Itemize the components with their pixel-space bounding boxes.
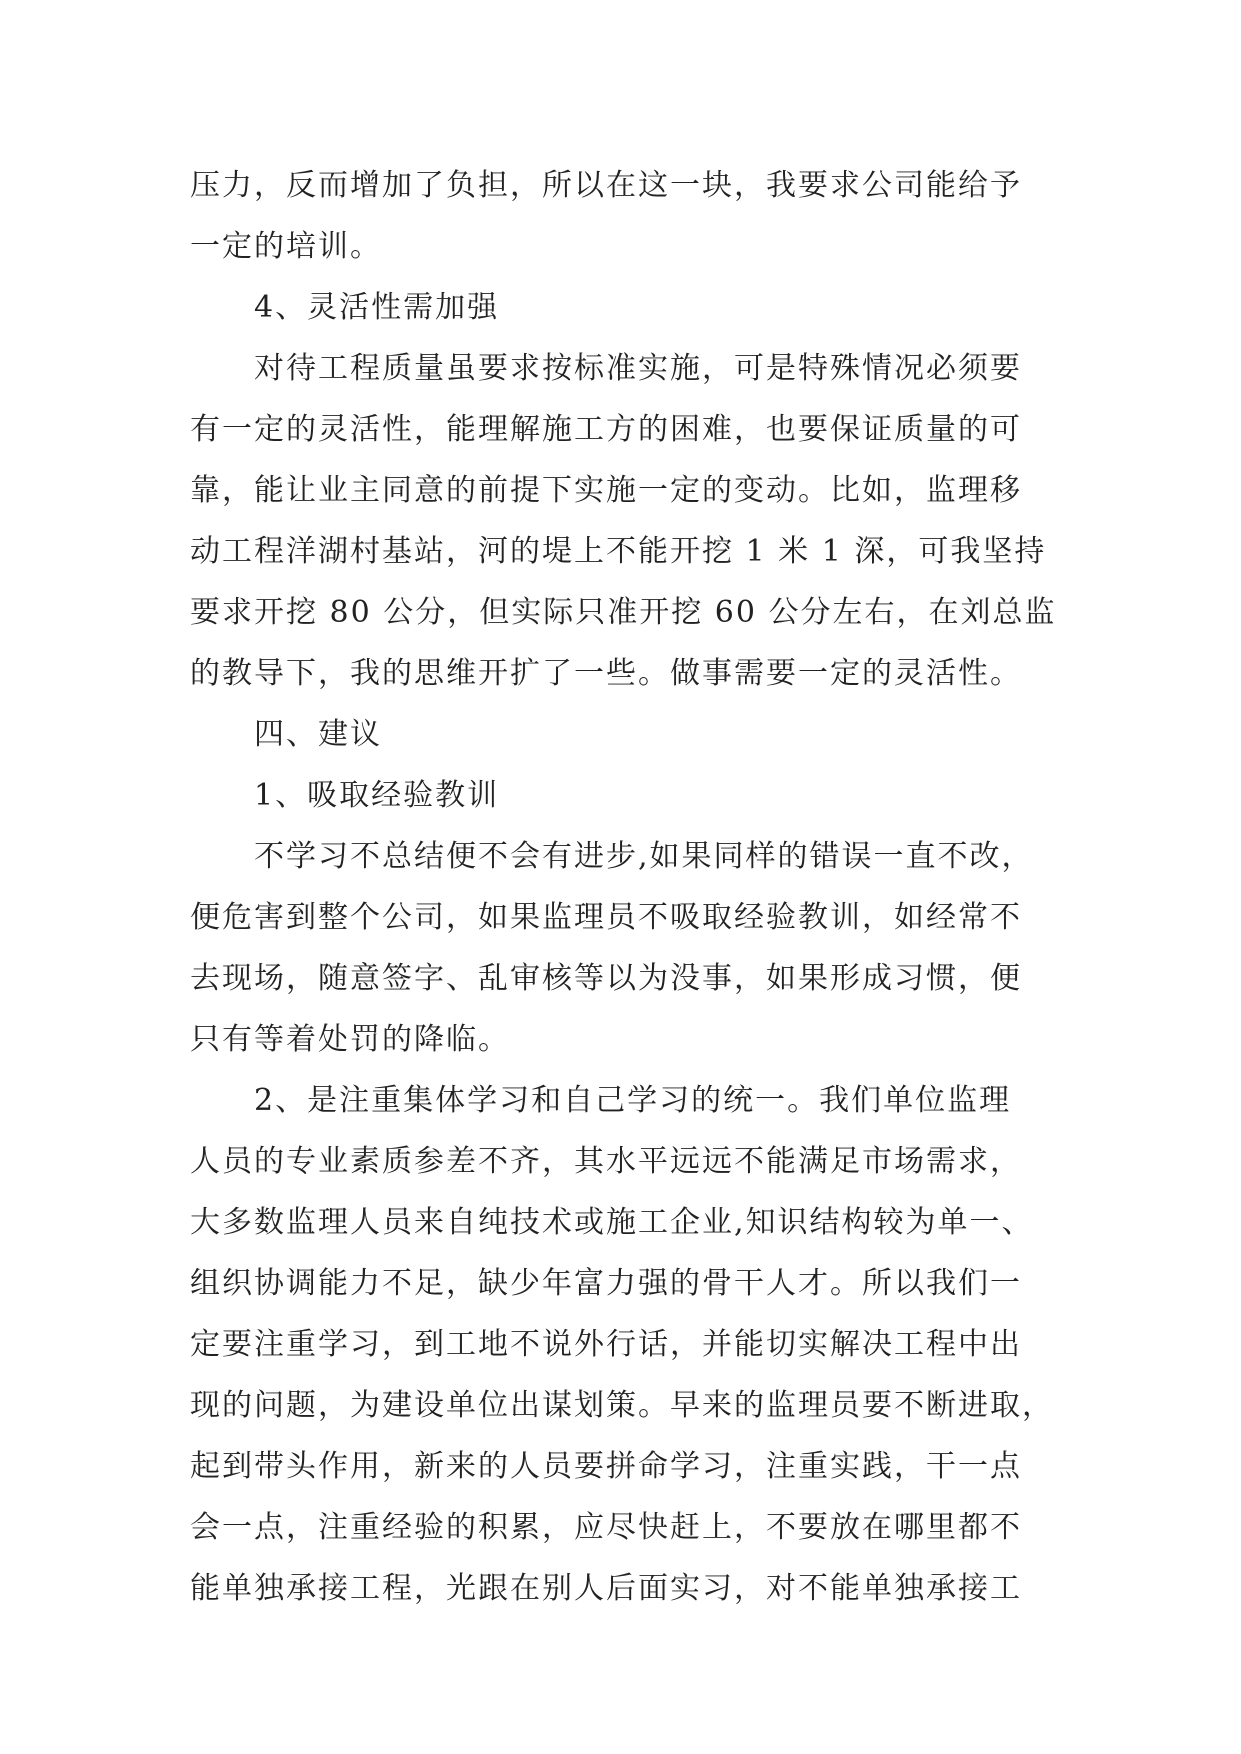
text-line: 一定的培训。 xyxy=(190,229,382,264)
text-line: 起到带头作用，新来的人员要拼命学习，注重实践，干一点 xyxy=(190,1449,1022,1484)
text-line: 能单独承接工程，光跟在别人后面实习，对不能单独承接工 xyxy=(190,1571,1022,1606)
text-line: 不学习不总结便不会有进步,如果同样的错误一直不改， xyxy=(254,839,1034,874)
text-line: 去现场，随意签字、乱审核等以为没事，如果形成习惯，便 xyxy=(190,961,1022,996)
text-line: 压力，反而增加了负担，所以在这一块，我要求公司能给予 xyxy=(190,168,1022,203)
section-heading: 4、灵活性需加强 xyxy=(254,290,500,325)
text-line: 大多数监理人员来自纯技术或施工企业,知识结构较为单一、 xyxy=(190,1205,1034,1240)
text-line: 人员的专业素质参差不齐，其水平远远不能满足市场需求， xyxy=(190,1144,1022,1179)
text-line: 便危害到整个公司，如果监理员不吸取经验教训，如经常不 xyxy=(190,900,1022,935)
text-line: 会一点，注重经验的积累，应尽快赶上，不要放在哪里都不 xyxy=(190,1510,1022,1545)
document-body xyxy=(190,155,1070,1619)
text-line: 组织协调能力不足，缺少年富力强的骨干人才。所以我们一 xyxy=(190,1266,1022,1301)
text-line: 只有等着处罚的降临。 xyxy=(190,1022,510,1057)
text-line: 动工程洋湖村基站，河的堤上不能开挖 1 米 1 深，可我坚持 xyxy=(190,534,1047,569)
text-line: 2、是注重集体学习和自己学习的统一。我们单位监理 xyxy=(254,1083,1012,1118)
text-line: 要求开挖 80 公分，但实际只准开挖 60 公分左右，在刘总监 xyxy=(190,595,1057,630)
text-line: 靠，能让业主同意的前提下实施一定的变动。比如，监理移 xyxy=(190,473,1022,508)
text-line: 现的问题，为建设单位出谋划策。早来的监理员要不断进取， xyxy=(190,1388,1054,1423)
section-heading: 四、建议 xyxy=(254,717,382,752)
text-line: 对待工程质量虽要求按标准实施，可是特殊情况必须要 xyxy=(254,351,1022,386)
text-line: 定要注重学习，到工地不说外行话，并能切实解决工程中出 xyxy=(190,1327,1022,1362)
section-heading: 1、吸取经验教训 xyxy=(254,778,500,813)
text-line: 有一定的灵活性，能理解施工方的困难，也要保证质量的可 xyxy=(190,412,1022,447)
text-line: 的教导下，我的思维开扩了一些。做事需要一定的灵活性。 xyxy=(190,656,1022,691)
